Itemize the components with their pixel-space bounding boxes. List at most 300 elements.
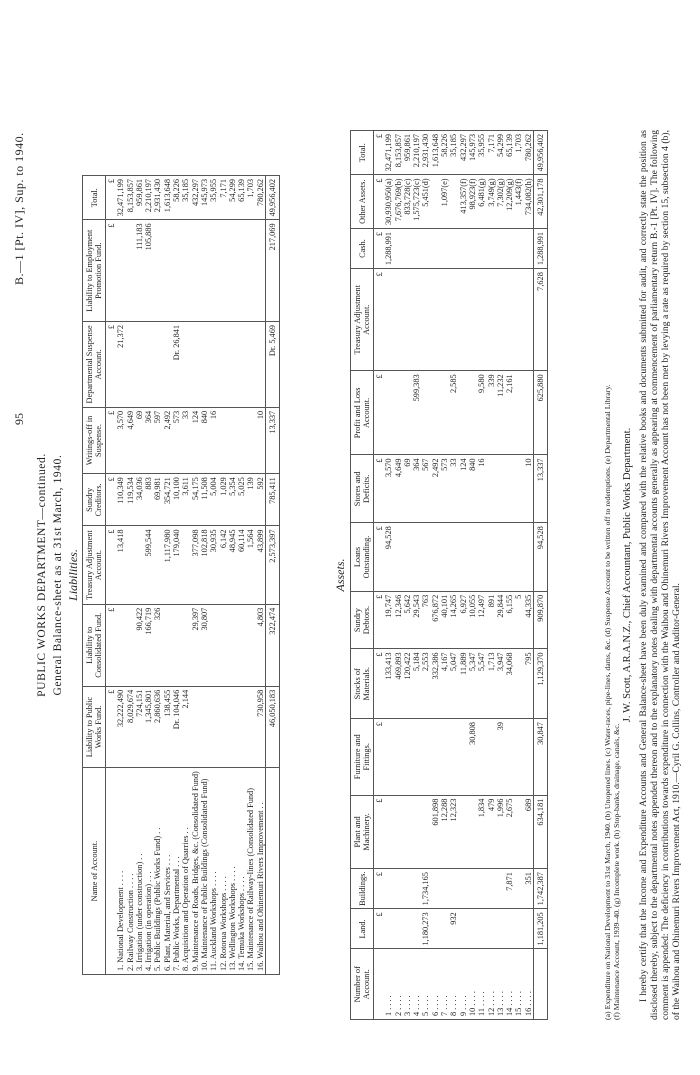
assets-cell bbox=[412, 228, 421, 268]
assets-cell bbox=[384, 909, 393, 949]
assets-unit-cell: £ bbox=[374, 523, 385, 592]
assets-cell bbox=[412, 523, 421, 592]
liabilities-row-label: 8. Acquisition and Operation of Quarries . . bbox=[181, 768, 190, 975]
assets-cell: 479 bbox=[487, 795, 496, 869]
table-row bbox=[449, 131, 458, 1020]
table-row bbox=[256, 176, 266, 975]
liabilities-cell: 883 bbox=[144, 474, 153, 526]
liabilities-cell: 2,210,197 bbox=[144, 176, 153, 220]
assets-cell bbox=[514, 719, 523, 796]
assets-cell bbox=[459, 523, 468, 592]
assets-row-label: 5 . . . . bbox=[421, 949, 430, 1020]
assets-column-header: Loans Outstanding. bbox=[351, 523, 374, 592]
assets-total-cell: 1,129,370 bbox=[534, 649, 548, 719]
assets-cell bbox=[496, 909, 505, 949]
liabilities-row-label: 3. Irrigation (under construction) . . bbox=[135, 768, 144, 975]
assets-cell bbox=[505, 909, 514, 949]
liabilities-cell: 16 bbox=[209, 407, 218, 473]
liabilities-cell: 166,719 bbox=[144, 604, 153, 686]
liabilities-row-label: 7. Public Works, Departmental . . . bbox=[172, 768, 181, 975]
assets-totals-row bbox=[534, 131, 548, 1020]
assets-cell: 3,749(g) bbox=[487, 175, 496, 229]
assets-cell bbox=[403, 719, 412, 796]
liabilities-cell bbox=[237, 321, 246, 407]
liabilities-cell: 1,613,648 bbox=[163, 176, 172, 220]
assets-cell: 120,422 bbox=[403, 649, 412, 719]
assets-cell bbox=[524, 909, 534, 949]
assets-cell bbox=[440, 228, 449, 268]
liabilities-cell: 7,171 bbox=[219, 176, 228, 220]
assets-cell: 469,893 bbox=[394, 649, 403, 719]
assets-cell: 2,161 bbox=[505, 371, 514, 455]
liabilities-cell: 69,981 bbox=[153, 474, 162, 526]
liabilities-cell: 30,935 bbox=[209, 526, 218, 604]
liabilities-cell: 48,945 bbox=[228, 526, 237, 604]
assets-unit-cell: £ bbox=[374, 869, 385, 909]
assets-cell: 7,302(g) bbox=[496, 175, 505, 229]
assets-cell: 2,931,430 bbox=[421, 131, 430, 175]
assets-cell bbox=[440, 371, 449, 455]
assets-cell: 3,947 bbox=[496, 649, 505, 719]
assets-cell: 12,497 bbox=[477, 591, 486, 649]
liabilities-cell bbox=[135, 321, 144, 407]
assets-cell: 12,323 bbox=[449, 795, 458, 869]
liabilities-total-cell: 217,069 bbox=[266, 220, 280, 322]
assets-cell bbox=[394, 269, 403, 371]
assets-cell: 5,642 bbox=[403, 591, 412, 649]
liabilities-row-label: 12. Rotorua Workshops . . . . bbox=[219, 768, 228, 975]
liabilities-cell bbox=[163, 321, 172, 407]
assets-cell: 35,185 bbox=[449, 131, 458, 175]
liabilities-cell bbox=[237, 686, 246, 767]
liabilities-cell: 1,703 bbox=[246, 176, 255, 220]
table-row bbox=[228, 176, 237, 975]
table-row bbox=[468, 131, 477, 1020]
liabilities-total-cell: 2,573,397 bbox=[266, 526, 280, 604]
assets-cell bbox=[384, 371, 393, 455]
assets-total-cell: 1,288,991 bbox=[534, 228, 548, 268]
liabilities-row-label: 15. Maintenance of Railway-lines (Consolidated Fund) bbox=[246, 768, 255, 975]
table-row bbox=[246, 176, 255, 975]
assets-column-header: Total. bbox=[351, 131, 374, 175]
assets-row-label: 11 . . . . bbox=[477, 949, 486, 1020]
assets-cell bbox=[412, 719, 421, 796]
assets-cell: 432,297 bbox=[459, 131, 468, 175]
assets-total-cell: 94,528 bbox=[534, 523, 548, 592]
assets-cell bbox=[487, 719, 496, 796]
assets-row-label: 9 . . . . bbox=[459, 949, 468, 1020]
assets-cell bbox=[403, 371, 412, 455]
assets-cell: 1,734,165 bbox=[421, 869, 430, 909]
liabilities-cell: 32,222,490 bbox=[116, 686, 125, 767]
assets-unit-cell: £ bbox=[374, 795, 385, 869]
assets-total-cell: 42,301,178 bbox=[534, 175, 548, 229]
assets-cell: 5 bbox=[514, 591, 523, 649]
assets-cell bbox=[505, 455, 514, 523]
assets-cell bbox=[468, 909, 477, 949]
table-row bbox=[403, 131, 412, 1020]
assets-cell bbox=[449, 523, 458, 592]
liabilities-cell bbox=[126, 220, 135, 322]
assets-cell bbox=[431, 371, 440, 455]
assets-cell: 2,553 bbox=[421, 649, 430, 719]
assets-cell: 7,676,769(b) bbox=[394, 175, 403, 229]
assets-row-label: 3 . . . . bbox=[403, 949, 412, 1020]
assets-cell bbox=[384, 869, 393, 909]
assets-total-cell: 30,847 bbox=[534, 719, 548, 796]
assets-unit-cell bbox=[374, 949, 385, 1020]
liabilities-cell: 32,471,199 bbox=[116, 176, 125, 220]
table-row bbox=[153, 176, 162, 975]
assets-cell: 6,155 bbox=[505, 591, 514, 649]
assets-cell bbox=[524, 523, 534, 592]
assets-cell: 364 bbox=[412, 455, 421, 523]
liabilities-cell: 33 bbox=[181, 407, 190, 473]
assets-cell bbox=[459, 719, 468, 796]
audit-certificate: I hereby certify that the Income and Expenditure Accounts and General Balance-sheet have been duly examined and compared with the relative books and documents submitted for audit, and correctly state the position as disclosed thereby, subject to the departmental notes appended thereon and to the explanatory notes dealing with departmental accounts generally as appearing at commencement of parliamentary return B.-1 [Pt. IV]. The following comment is appended: The deficiency in contributions towards expenditure in connection with the Waihou and Ohinemuri Rivers Improvement Account has not been met by levying a rate as required by section 15, subsection 4 (b), of the Waihou and Ohinemuri Rivers Improvement Act, 1910.—Cyril G. Collins, Controller and Auditor-General. bbox=[638, 130, 682, 1020]
assets-cell: 40,101 bbox=[440, 591, 449, 649]
liabilities-cell bbox=[209, 220, 218, 322]
liabilities-column-header: Treasury Adjustment Account. bbox=[83, 526, 106, 604]
assets-cell: 2,492 bbox=[431, 455, 440, 523]
assets-cell bbox=[431, 175, 440, 229]
assets-cell bbox=[421, 371, 430, 455]
assets-cell: 98,923(f) bbox=[468, 175, 477, 229]
table-row bbox=[135, 176, 144, 975]
assets-column-header: Sundry Debtors. bbox=[351, 591, 374, 649]
liabilities-heading: Liabilities. bbox=[66, 549, 80, 601]
assets-cell: 11,232 bbox=[496, 371, 505, 455]
assets-total-cell: 1,181,205 bbox=[534, 909, 548, 949]
assets-cell bbox=[431, 869, 440, 909]
liabilities-unit-cell: £ bbox=[106, 474, 117, 526]
assets-cell bbox=[403, 228, 412, 268]
assets-cell bbox=[459, 795, 468, 869]
assets-unit-cell: £ bbox=[374, 909, 385, 949]
assets-column-header: Cash. bbox=[351, 228, 374, 268]
assets-cell: 5,047 bbox=[449, 649, 458, 719]
assets-cell bbox=[514, 371, 523, 455]
liabilities-cell: 326 bbox=[153, 604, 162, 686]
liabilities-cell bbox=[228, 686, 237, 767]
assets-row-label: 10 . . . . bbox=[468, 949, 477, 1020]
liabilities-cell: 54,299 bbox=[228, 176, 237, 220]
liabilities-cell: 105,886 bbox=[144, 220, 153, 322]
liabilities-cell: 69 bbox=[135, 407, 144, 473]
liabilities-cell: 124 bbox=[191, 407, 200, 473]
assets-cell bbox=[524, 228, 534, 268]
assets-column-header: Stocks of Materials. bbox=[351, 649, 374, 719]
assets-cell bbox=[514, 523, 523, 592]
assets-unit-cell: £ bbox=[374, 719, 385, 796]
assets-cell bbox=[505, 719, 514, 796]
liabilities-cell bbox=[126, 604, 135, 686]
assets-cell: 2,210,197 bbox=[412, 131, 421, 175]
document-reference: B.—1 [Pt. IV], Sup. to 1940. bbox=[12, 132, 26, 285]
assets-cell: 339 bbox=[487, 371, 496, 455]
assets-total-cell: 1,742,387 bbox=[534, 869, 548, 909]
assets-cell bbox=[477, 228, 486, 268]
assets-row-label: 2 . . . . bbox=[394, 949, 403, 1020]
liabilities-column-header: Departmental Suspense Account. bbox=[83, 321, 106, 407]
assets-total-cell: 7,628 bbox=[534, 269, 548, 371]
assets-cell bbox=[514, 869, 523, 909]
assets-cell bbox=[496, 269, 505, 371]
assets-column-header: Profit and Loss Account. bbox=[351, 371, 374, 455]
assets-cell: 14,265 bbox=[449, 591, 458, 649]
liabilities-unit-cell: £ bbox=[106, 321, 117, 407]
assets-cell bbox=[394, 228, 403, 268]
assets-cell bbox=[421, 523, 430, 592]
table-row bbox=[496, 131, 505, 1020]
assets-cell: 1,996 bbox=[496, 795, 505, 869]
liabilities-cell: Dr. 104,046 bbox=[172, 686, 181, 767]
assets-cell bbox=[431, 719, 440, 796]
liabilities-total-cell: 13,337 bbox=[266, 407, 280, 473]
table-row bbox=[144, 176, 153, 975]
table-row bbox=[477, 131, 486, 1020]
assets-cell: 959,861 bbox=[403, 131, 412, 175]
table-row bbox=[172, 176, 181, 975]
assets-cell bbox=[394, 869, 403, 909]
liabilities-cell: 2,931,430 bbox=[153, 176, 162, 220]
liabilities-cell: 139 bbox=[246, 474, 255, 526]
liabilities-cell bbox=[116, 604, 125, 686]
assets-cell bbox=[514, 455, 523, 523]
liabilities-cell bbox=[228, 220, 237, 322]
table-row bbox=[209, 176, 218, 975]
liabilities-cell: 780,262 bbox=[256, 176, 266, 220]
assets-cell bbox=[440, 869, 449, 909]
assets-cell: 1,613,648 bbox=[431, 131, 440, 175]
liabilities-total-cell: 49,956,402 bbox=[266, 176, 280, 220]
liabilities-cell bbox=[237, 220, 246, 322]
liabilities-cell: 102,818 bbox=[200, 526, 209, 604]
assets-unit-cell: £ bbox=[374, 591, 385, 649]
assets-cell bbox=[468, 795, 477, 869]
liabilities-row-label: 5. Public Buildings (Public Works Fund) . . bbox=[153, 768, 162, 975]
assets-cell bbox=[514, 228, 523, 268]
assets-unit-cell: £ bbox=[374, 269, 385, 371]
table-row bbox=[487, 131, 496, 1020]
liabilities-unit-row bbox=[106, 176, 117, 975]
assets-cell bbox=[524, 719, 534, 796]
liabilities-cell: Dr. 26,841 bbox=[172, 321, 181, 407]
assets-cell bbox=[459, 909, 468, 949]
assets-cell bbox=[496, 455, 505, 523]
assets-cell: 734,082(h) bbox=[524, 175, 534, 229]
assets-cell: 413,357(f) bbox=[459, 175, 468, 229]
table-row bbox=[505, 131, 514, 1020]
assets-cell bbox=[412, 909, 421, 949]
assets-cell: 12,209(g) bbox=[505, 175, 514, 229]
liabilities-total-cell bbox=[266, 768, 280, 975]
liabilities-cell bbox=[246, 604, 255, 686]
liabilities-column-header: Liability to Consolidated Fund. bbox=[83, 604, 106, 686]
department-title: PUBLIC WORKS DEPARTMENT—continued. bbox=[36, 453, 48, 697]
sheet-title: General Balance-sheet as at 31st March, 1940. bbox=[52, 454, 64, 696]
liabilities-cell: 2,144 bbox=[181, 686, 190, 767]
liabilities-cell bbox=[172, 604, 181, 686]
assets-row-label: 15 . . . . bbox=[514, 949, 523, 1020]
liabilities-unit-cell bbox=[106, 768, 117, 975]
liabilities-cell bbox=[228, 407, 237, 473]
liabilities-unit-cell: £ bbox=[106, 220, 117, 322]
assets-cell bbox=[514, 909, 523, 949]
assets-cell: 5,547 bbox=[477, 649, 486, 719]
assets-unit-row bbox=[374, 131, 385, 1020]
assets-cell bbox=[524, 371, 534, 455]
assets-cell: 763 bbox=[421, 591, 430, 649]
liabilities-unit-cell: £ bbox=[106, 686, 117, 767]
assets-cell bbox=[394, 719, 403, 796]
assets-cell bbox=[440, 909, 449, 949]
liabilities-cell: 3,611 bbox=[181, 474, 190, 526]
liabilities-cell: 10 bbox=[256, 407, 266, 473]
assets-cell: 1,575,723(c) bbox=[412, 175, 421, 229]
liabilities-cell: 354,721 bbox=[163, 474, 172, 526]
table-row bbox=[431, 131, 440, 1020]
assets-cell bbox=[487, 523, 496, 592]
liabilities-cell: 1,564 bbox=[246, 526, 255, 604]
assets-cell bbox=[459, 228, 468, 268]
assets-cell bbox=[505, 523, 514, 592]
liabilities-cell: 840 bbox=[200, 407, 209, 473]
assets-cell bbox=[468, 228, 477, 268]
assets-cell bbox=[468, 523, 477, 592]
assets-cell: 94,528 bbox=[384, 523, 393, 592]
assets-cell: 4,649 bbox=[394, 455, 403, 523]
assets-cell bbox=[440, 523, 449, 592]
assets-cell: 19,747 bbox=[384, 591, 393, 649]
assets-cell bbox=[477, 269, 486, 371]
assets-row-label: 8 . . . . bbox=[449, 949, 458, 1020]
assets-cell bbox=[487, 869, 496, 909]
liabilities-cell bbox=[153, 526, 162, 604]
liabilities-column-header: Writings-off in Suspense. bbox=[83, 407, 106, 473]
liabilities-cell: 1,029 bbox=[219, 474, 228, 526]
assets-unit-cell: £ bbox=[374, 371, 385, 455]
assets-cell: 29,844 bbox=[496, 591, 505, 649]
liabilities-cell bbox=[219, 220, 228, 322]
table-row bbox=[514, 131, 523, 1020]
assets-cell bbox=[449, 869, 458, 909]
liabilities-cell: 592 bbox=[256, 474, 266, 526]
assets-cell bbox=[505, 228, 514, 268]
assets-cell: 1,703 bbox=[514, 131, 523, 175]
liabilities-cell bbox=[172, 220, 181, 322]
liabilities-totals-row bbox=[266, 176, 280, 975]
liabilities-cell: 90,422 bbox=[135, 604, 144, 686]
assets-table bbox=[350, 130, 548, 1020]
liabilities-column-header: Name of Account. bbox=[83, 768, 106, 975]
assets-cell bbox=[468, 869, 477, 909]
assets-cell: 10,055 bbox=[468, 591, 477, 649]
assets-cell bbox=[487, 228, 496, 268]
assets-cell: 133,413 bbox=[384, 649, 393, 719]
assets-cell bbox=[449, 269, 458, 371]
liabilities-cell bbox=[246, 220, 255, 322]
table-row bbox=[126, 176, 135, 975]
assets-column-header: Plant and Machinery. bbox=[351, 795, 374, 869]
assets-cell bbox=[412, 269, 421, 371]
assets-cell bbox=[468, 371, 477, 455]
liabilities-cell: 54,175 bbox=[191, 474, 200, 526]
liabilities-unit-cell: £ bbox=[106, 407, 117, 473]
assets-total-cell: 634,181 bbox=[534, 795, 548, 869]
table-row bbox=[219, 176, 228, 975]
assets-column-header: Stores and Deficits. bbox=[351, 455, 374, 523]
liabilities-total-cell: 785,411 bbox=[266, 474, 280, 526]
table-row bbox=[191, 176, 200, 975]
assets-cell: 54,299 bbox=[496, 131, 505, 175]
assets-cell: 12,288 bbox=[440, 795, 449, 869]
assets-cell: 1,713 bbox=[487, 649, 496, 719]
liabilities-cell: 11,508 bbox=[200, 474, 209, 526]
assets-column-header: Buildings. bbox=[351, 869, 374, 909]
assets-cell: 780,262 bbox=[524, 131, 534, 175]
table-row bbox=[459, 131, 468, 1020]
liabilities-cell: 1,345,801 bbox=[144, 686, 153, 767]
assets-total-cell: 49,956,402 bbox=[534, 131, 548, 175]
liabilities-cell bbox=[191, 686, 200, 767]
assets-cell bbox=[459, 371, 468, 455]
liabilities-cell bbox=[181, 220, 190, 322]
assets-header-row bbox=[351, 131, 374, 1020]
table-row bbox=[237, 176, 246, 975]
assets-cell bbox=[477, 869, 486, 909]
assets-cell bbox=[514, 795, 523, 869]
liabilities-cell bbox=[256, 321, 266, 407]
liabilities-cell: 364 bbox=[144, 407, 153, 473]
assets-row-label: 12 . . . . bbox=[487, 949, 496, 1020]
liabilities-cell bbox=[181, 321, 190, 407]
table-row bbox=[116, 176, 125, 975]
liabilities-cell bbox=[181, 604, 190, 686]
liabilities-cell: 4,649 bbox=[126, 407, 135, 473]
assets-cell: 5,184 bbox=[412, 649, 421, 719]
assets-cell bbox=[449, 719, 458, 796]
assets-cell bbox=[487, 269, 496, 371]
liabilities-cell: 3,570 bbox=[116, 407, 125, 473]
liabilities-unit-cell: £ bbox=[106, 526, 117, 604]
liabilities-cell bbox=[144, 321, 153, 407]
assets-cell bbox=[384, 269, 393, 371]
assets-cell: 3,570 bbox=[384, 455, 393, 523]
assets-cell: 6,927 bbox=[459, 591, 468, 649]
assets-cell: 33 bbox=[449, 455, 458, 523]
liabilities-cell: 1,117,980 bbox=[163, 526, 172, 604]
liabilities-column-header: Sundry Creditors. bbox=[83, 474, 106, 526]
table-row bbox=[200, 176, 209, 975]
assets-cell: 2,675 bbox=[505, 795, 514, 869]
table-row bbox=[384, 131, 393, 1020]
liabilities-cell: 35,955 bbox=[209, 176, 218, 220]
assets-total-cell: 625,880 bbox=[534, 371, 548, 455]
assets-cell bbox=[421, 795, 430, 869]
liabilities-cell: 8,153,857 bbox=[126, 176, 135, 220]
liabilities-cell bbox=[246, 407, 255, 473]
liabilities-cell: 2,492 bbox=[163, 407, 172, 473]
assets-cell bbox=[384, 719, 393, 796]
liabilities-cell bbox=[153, 321, 162, 407]
assets-cell bbox=[431, 269, 440, 371]
assets-row-label: 1 . . . . bbox=[384, 949, 393, 1020]
liabilities-cell bbox=[191, 321, 200, 407]
liabilities-cell: 5,354 bbox=[228, 474, 237, 526]
liabilities-cell bbox=[219, 686, 228, 767]
assets-cell bbox=[487, 455, 496, 523]
